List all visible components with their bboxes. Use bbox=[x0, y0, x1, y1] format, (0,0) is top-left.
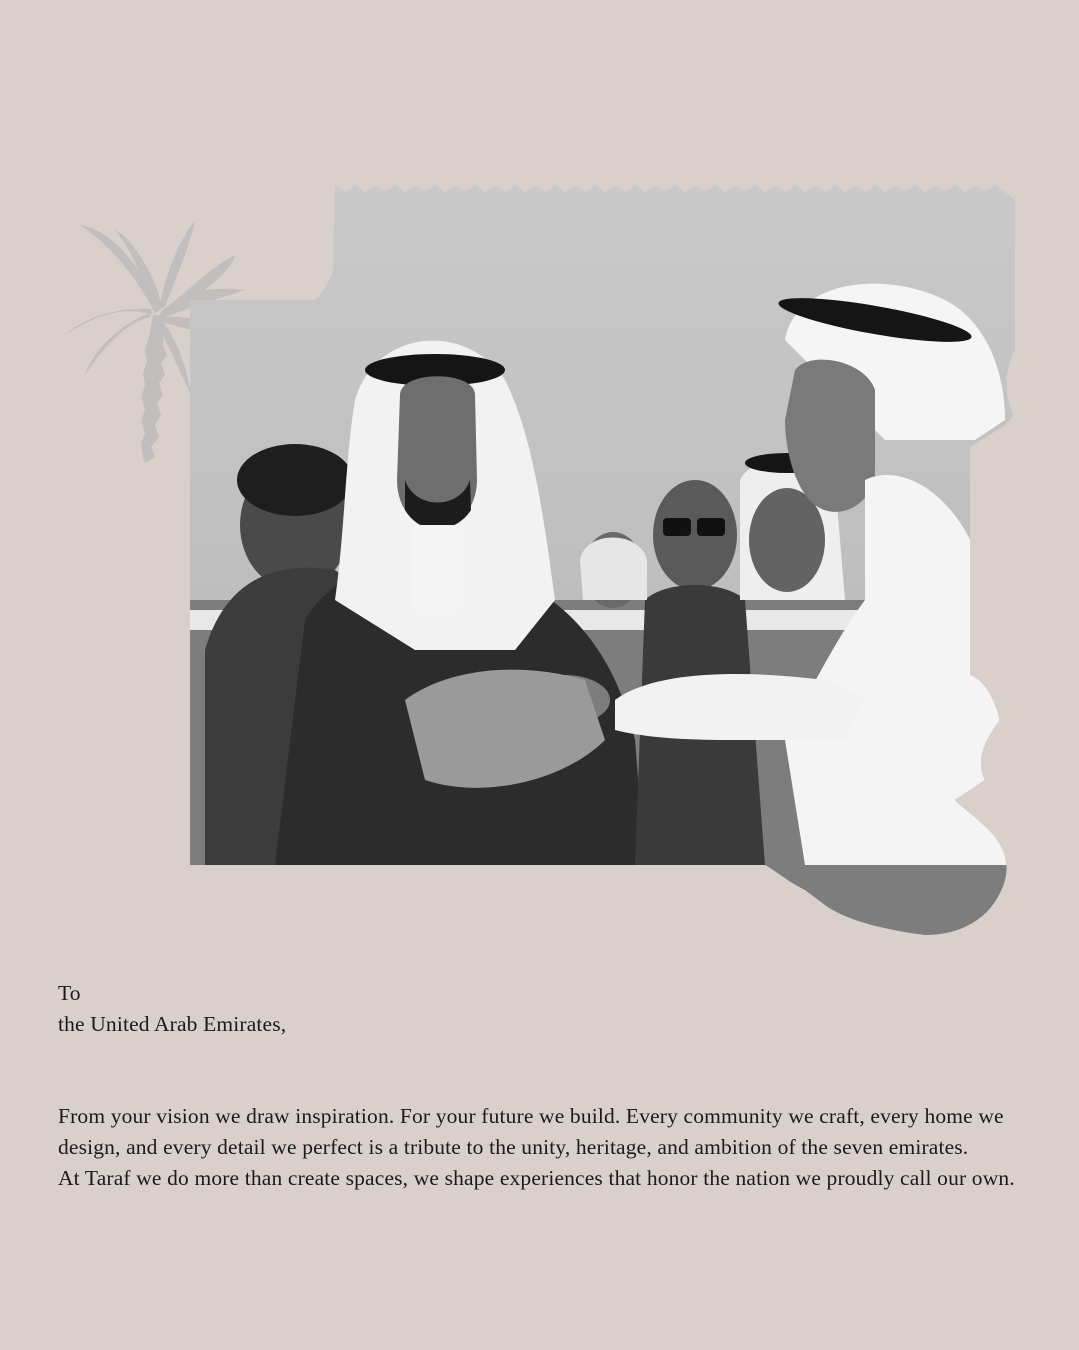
paragraph-spacer bbox=[58, 1040, 1018, 1071]
greeting-line-2: the United Arab Emirates, bbox=[58, 1012, 287, 1036]
letter-paragraph-2: At Taraf we do more than create spaces, we shape experiences that honor the nation we proudly call our own. bbox=[58, 1166, 1015, 1190]
historic-photo bbox=[185, 180, 1025, 940]
paragraph-spacer bbox=[58, 1071, 1018, 1101]
greeting-line-1: To bbox=[58, 981, 81, 1005]
letter-paragraph-1: From your vision we draw inspiration. For your future we build. Every community we craft, every home we design, and every detail we perfect is a tribute to the unity, heritage, and ambition of the seven emirates. bbox=[58, 1104, 1004, 1159]
dedication-letter bbox=[58, 978, 1018, 1194]
